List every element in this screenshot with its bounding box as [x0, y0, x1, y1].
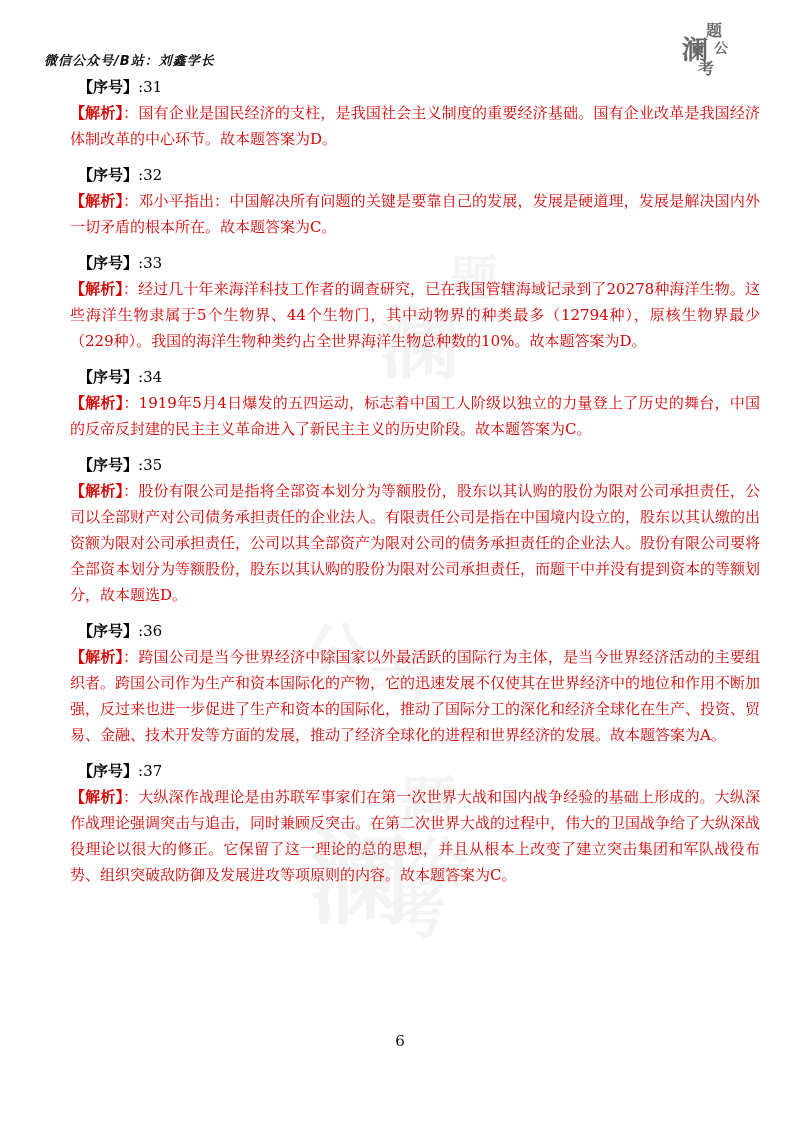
seq-line: [70, 452, 760, 478]
logo-char-1: 澜: [682, 36, 709, 66]
explanation: [70, 644, 760, 748]
expl-label: 【解析】: [70, 280, 123, 298]
explanation: [70, 188, 760, 240]
expl-label: 【解析】: [70, 394, 124, 412]
seq-label: 【序号】: [78, 166, 139, 184]
entry-37: [70, 758, 760, 888]
explanation: [70, 100, 760, 152]
entry-35: [70, 452, 760, 608]
logo-char-3: 公: [714, 41, 728, 57]
explanation: [70, 784, 760, 888]
explanation-text: ：跨国公司是当今世界经济中除国家以外最活跃的国际行为主体，是当今世界经济活动的主要组织者。跨国公司作为生产和资本国际化的产物，它的迅速发展不仅使其在世界经济中的地位和作用不断加强，反过来也进一步促进了生产和资本的国际化，推动了国际分工的深化和经济全球化在生产、投资、贸易、金融、技术开发等方面的发展，推动了经济全球化的进程和世界经济的发展。故本题答案为A。: [70, 648, 761, 744]
seq-line: [70, 758, 760, 784]
seq-label: 【序号】: [78, 254, 139, 272]
seq-number: :31: [138, 78, 163, 96]
explanation-text: ：1919年5月4日爆发的五四运动，标志着中国工人阶级以独立的力量登上了历史的舞台，中国的反帝反封建的民主主义革命进入了新民主主义的历史阶段。故本题答案为C。: [70, 394, 760, 438]
expl-label: 【解析】: [70, 648, 124, 666]
seq-number: :33: [138, 254, 163, 272]
entry-31: [70, 74, 760, 152]
seq-label: 【序号】: [78, 78, 139, 96]
explanation-text: ：国有企业是国民经济的支柱，是我国社会主义制度的重要经济基础。国有企业改革是我国经济体制改革的中心环节。故本题答案为D。: [70, 104, 760, 148]
entry-33: [70, 250, 760, 354]
entry-34: [70, 364, 760, 442]
seq-number: :37: [138, 762, 163, 780]
answer-list: [70, 74, 760, 898]
header-text: 微信公众号/B站：刘鑫学长: [44, 54, 215, 69]
expl-label: 【解析】: [70, 788, 124, 806]
entry-32: [70, 162, 760, 240]
seq-line: [70, 74, 760, 100]
seq-line: [70, 618, 760, 644]
explanation: [70, 276, 760, 354]
explanation: [70, 478, 760, 608]
seq-label: 【序号】: [78, 368, 139, 386]
logo-char-4: 考: [698, 59, 715, 78]
seq-label: 【序号】: [78, 622, 139, 640]
explanation-text: ：大纵深作战理论是由苏联军事家们在第一次世界大战和国内战争经验的基础上形成的。大纵深作战理论强调突击与追击，同时兼顾反突击。在第二次世界大战的过程中，伟大的卫国战争给了大纵深战役理论以很大的修正。它保留了这一理论的总的思想，并且从根本上改变了建立突击集团和军队战役布势、组织突破敌防御及发展进攻等项原则的内容。故本题答案为C。: [70, 788, 761, 884]
seq-number: :32: [138, 166, 163, 184]
logo-char-2: 题: [706, 21, 723, 40]
entry-36: [70, 618, 760, 748]
seq-number: :36: [138, 622, 163, 640]
explanation-text: ：邓小平指出：中国解决所有问题的关键是要靠自己的发展，发展是硬道理，发展是解决国内外一切矛盾的根本所在。故本题答案为C。: [70, 192, 760, 236]
page-number: 6: [395, 1032, 405, 1050]
explanation-text: ：股份有限公司是指将全部资本划分为等额股份，股东以其认购的股份为限对公司承担责任，公司以全部财产对公司债务承担责任的企业法人。有限责任公司是指在中国境内设立的，股东以其认缴的出资额为限对公司承担责任，公司以其全部资产为限对公司的债务承担责任的企业法人。股份有限公司要将全部资本划分为等额股份，股东以其认购的股份为限对公司承担责任，而题干中并没有提到资本的等额划分，故本题选D。: [70, 482, 761, 604]
seq-number: :34: [138, 368, 163, 386]
seq-line: [70, 162, 760, 188]
explanation-text: ：经过几十年来海洋科技工作者的调查研究，已在我国管辖海域记录到了20278种海洋生物。这些海洋生物隶属于5个生物界、44个生物门，其中动物界的种类最多（12794种），原核生物界最少（229种）。我国的海洋生物种类约占全世界海洋生物总种数的10%。故本题答案为D。: [70, 280, 760, 350]
seq-line: [70, 364, 760, 390]
logo: [676, 16, 736, 78]
expl-label: 【解析】: [70, 192, 124, 210]
seq-line: [70, 250, 760, 276]
expl-label: 【解析】: [70, 482, 124, 500]
seq-label: 【序号】: [78, 762, 139, 780]
seq-number: :35: [138, 456, 163, 474]
seq-label: 【序号】: [78, 456, 139, 474]
expl-label: 【解析】: [70, 104, 124, 122]
explanation: [70, 390, 760, 442]
